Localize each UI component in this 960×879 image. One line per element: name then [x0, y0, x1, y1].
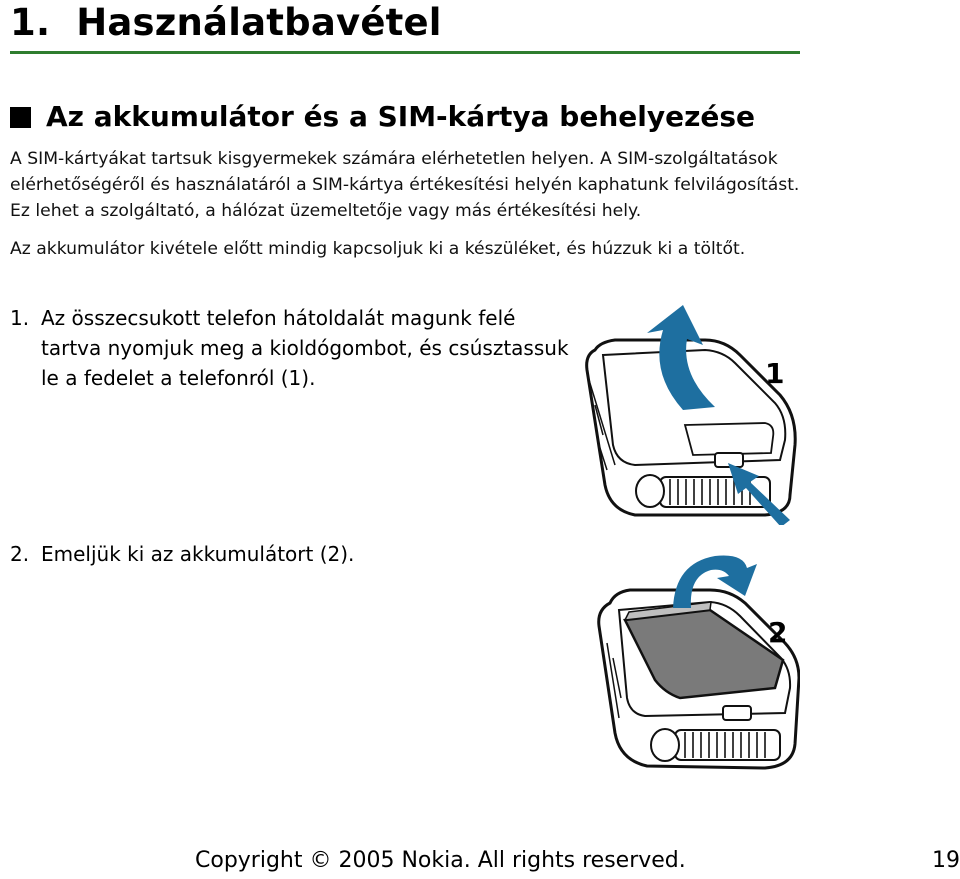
- chapter-number: 1.: [10, 1, 51, 44]
- battery-removal-illustration: [585, 548, 800, 778]
- paragraph-line: A SIM-kártyákat tartsuk kisgyermekek számára elérhetetlen helyen. A SIM-szolgáltatások: [10, 149, 778, 169]
- phone-cover-removal-illustration: [575, 295, 800, 525]
- step-text-line: Az összecsukott telefon hátoldalát magunk felé: [41, 306, 516, 330]
- step-number: 2.: [10, 542, 30, 566]
- section-heading-text: Az akkumulátor és a SIM-kártya behelyezése: [46, 100, 756, 133]
- step-2: [10, 539, 354, 569]
- chapter-title-text: Használatbavétel: [76, 1, 442, 44]
- paragraph-line: Ez lehet a szolgáltató, a hálózat üzemeltetője vagy más értékesítési hely.: [10, 201, 642, 221]
- step-number: 1.: [10, 306, 30, 330]
- chapter-title: [10, 0, 442, 46]
- figure-label-2: 2: [768, 616, 788, 649]
- paragraph-line: elérhetőségéről és használatáról a SIM-kártya értékesítési helyén kaphatunk felvilágosítást.: [10, 175, 800, 195]
- footer-copyright: Copyright © 2005 Nokia. All rights reserved.: [195, 848, 686, 873]
- paragraph-line: Az akkumulátor kivétele előtt mindig kapcsoljuk ki a készüléket, és húzzuk ki a töltőt.: [10, 239, 746, 259]
- title-rule: [10, 51, 800, 54]
- step-text-line: le a fedelet a telefonról (1).: [41, 366, 316, 390]
- step-1: [10, 303, 569, 393]
- step-text-line: tartva nyomjuk meg a kioldógombot, és csúsztassuk: [41, 336, 569, 360]
- step-text-line: Emeljük ki az akkumulátort (2).: [41, 542, 355, 566]
- figure-label-1: 1: [765, 357, 785, 390]
- square-bullet-icon: [10, 107, 31, 128]
- section-heading: [10, 99, 755, 135]
- page-number: 19: [932, 848, 960, 873]
